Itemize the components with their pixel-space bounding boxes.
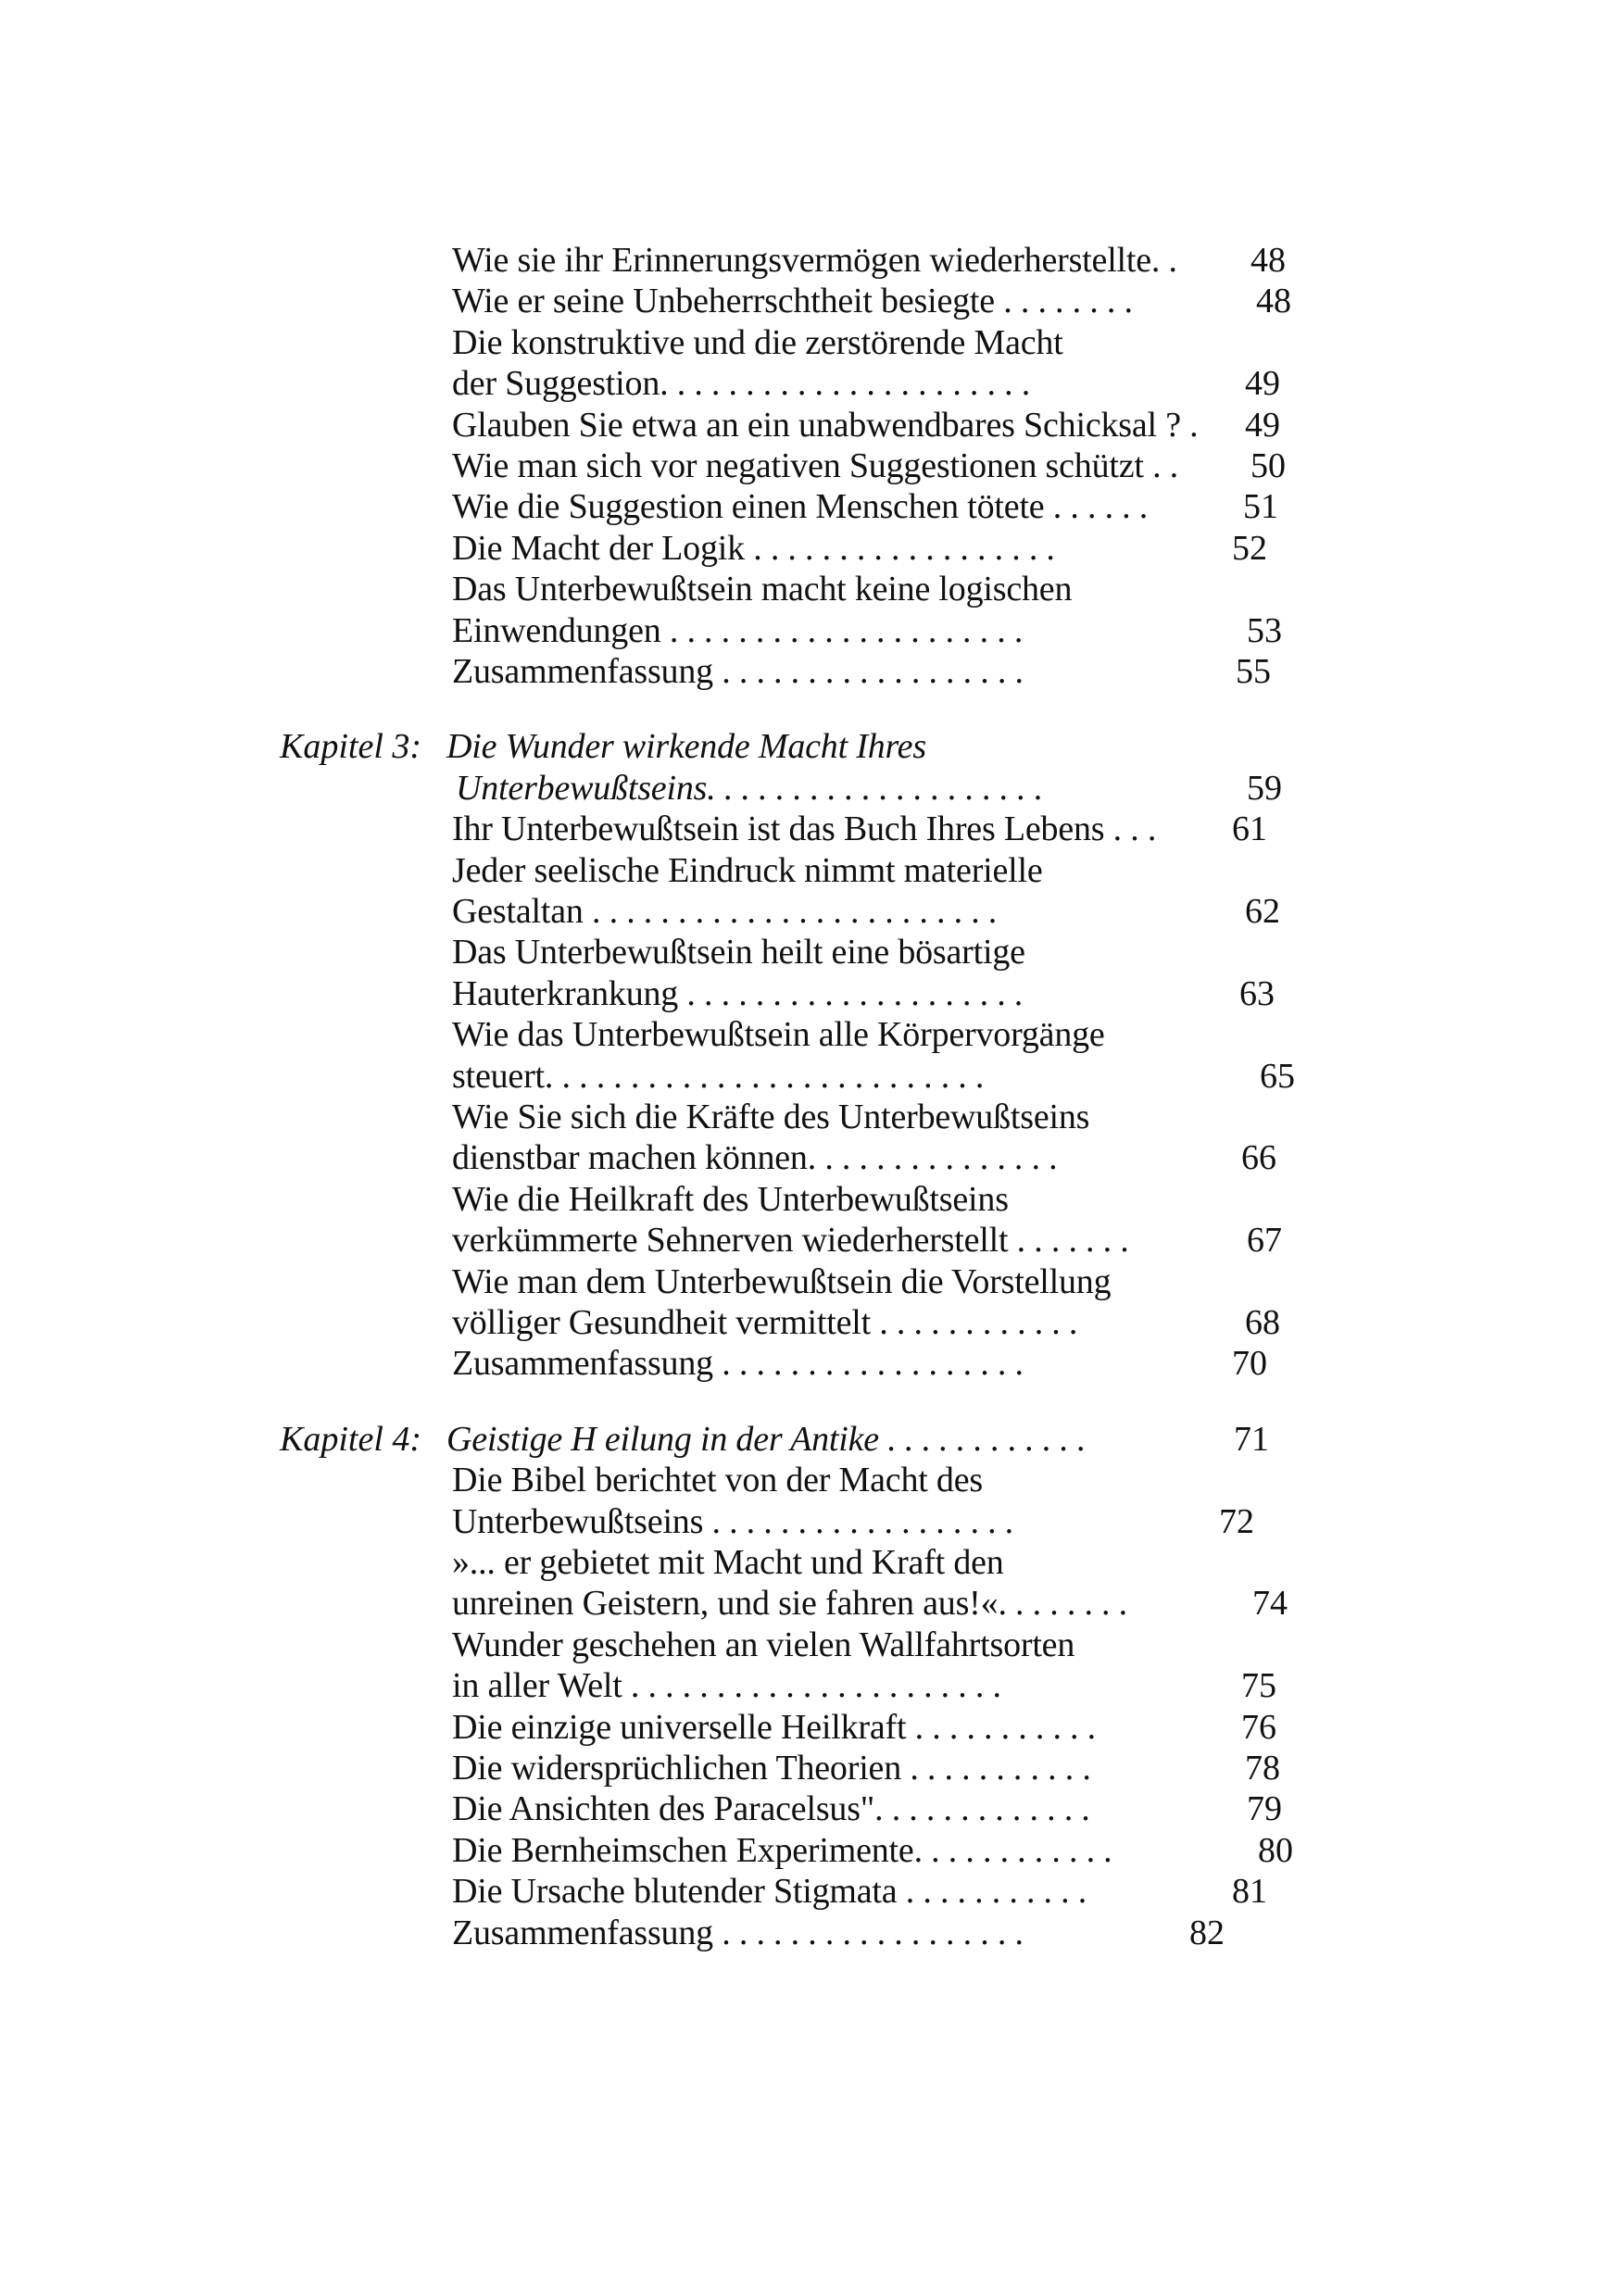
toc-entry-line: Die widersprüchlichen Theorien . . . . . . . . . . . [452, 1749, 1091, 1788]
toc-entry-line: Die Bibel berichtet von der Macht des [452, 1461, 983, 1500]
toc-entry-line: Ihr Unterbewußtsein ist das Buch Ihres Lebens . . . [452, 809, 1157, 849]
toc-entry-line: Zusammenfassung . . . . . . . . . . . . . . . . . . [452, 1913, 1024, 1952]
chapter-title-line: Geistige H eilung in der Antike . . . . . . . . . . . . [446, 1419, 1087, 1459]
toc-entry-page-number: 53 [1247, 610, 1282, 650]
toc-entry-page-number: 66 [1241, 1138, 1276, 1178]
chapter-page-number: 71 [1234, 1419, 1269, 1459]
toc-entry-page-number: 48 [1256, 282, 1291, 321]
toc-entry-page-number: 81 [1232, 1872, 1267, 1912]
toc-entry-line: Die Ansichten des Paracelsus". . . . . . . . . . . . . [452, 1789, 1090, 1829]
toc-entry-line: Unterbewußtseins . . . . . . . . . . . . . . . . . . [452, 1501, 1013, 1541]
toc-entry-page-number: 65 [1260, 1056, 1295, 1096]
toc-entry-line: Wie das Unterbewußtsein alle Körpervorgänge [452, 1015, 1105, 1055]
toc-entry-page-number: 68 [1245, 1303, 1280, 1342]
toc-entry-line: Jeder seelische Eindruck nimmt materielle [452, 850, 1043, 890]
chapter-title-line: Unterbewußtseins. . . . . . . . . . . . . . . . . . . . [456, 768, 1043, 808]
toc-entry-page-number: 51 [1243, 487, 1278, 527]
toc-entry-line: dienstbar machen können. . . . . . . . . . . . . . . [452, 1138, 1058, 1178]
toc-entry-line: »... er gebietet mit Macht und Kraft den [452, 1543, 1004, 1582]
toc-entry-line: Zusammenfassung . . . . . . . . . . . . . . . . . . [452, 1344, 1024, 1384]
toc-entry-page-number: 67 [1247, 1221, 1282, 1261]
toc-entry-page-number: 76 [1241, 1707, 1276, 1747]
toc-entry-page-number: 82 [1189, 1913, 1225, 1952]
toc-entry-line: Glauben Sie etwa an ein unabwendbares Schicksal ? . [452, 405, 1199, 445]
toc-entry-line: völliger Gesundheit vermittelt . . . . . . . . . . . . [452, 1303, 1078, 1342]
toc-entry-line: Zusammenfassung . . . . . . . . . . . . . . . . . . [452, 652, 1024, 691]
toc-entry-page-number: 75 [1241, 1666, 1276, 1706]
toc-entry-page-number: 49 [1245, 364, 1280, 404]
toc-entry-line: Die Bernheimschen Experimente. . . . . . . . . . . . [452, 1830, 1112, 1870]
chapter-label: Kapitel 3: [280, 727, 422, 767]
toc-entry-line: der Suggestion. . . . . . . . . . . . . . . . . . . . . . [452, 364, 1031, 404]
toc-entry-page-number: 52 [1232, 528, 1267, 568]
toc-entry-line: unreinen Geistern, und sie fahren aus!«. . . . . . . . [452, 1584, 1127, 1624]
toc-entry-page-number: 79 [1247, 1789, 1282, 1829]
toc-entry-line: Gestaltan . . . . . . . . . . . . . . . . . . . . . . . . [452, 892, 998, 931]
toc-entry-page-number: 70 [1232, 1344, 1267, 1384]
toc-entry-line: Hauterkrankung . . . . . . . . . . . . . . . . . . . . [452, 973, 1024, 1013]
toc-entry-line: Wunder geschehen an vielen Wallfahrtsorten [452, 1625, 1075, 1664]
toc-entry-page-number: 55 [1236, 652, 1271, 691]
toc-entry-page-number: 78 [1245, 1749, 1280, 1788]
toc-entry-line: Wie die Suggestion einen Menschen tötete . . . . . . [452, 487, 1149, 527]
toc-entry-line: Die einzige universelle Heilkraft . . . . . . . . . . . [452, 1707, 1096, 1747]
toc-entry-page-number: 48 [1250, 241, 1286, 280]
toc-entry-page-number: 63 [1239, 973, 1275, 1013]
toc-entry-line: Einwendungen . . . . . . . . . . . . . . . . . . . . . [452, 610, 1024, 650]
toc-entry-line: Wie er seine Unbeherrschtheit besiegte . . . . . . . . [452, 282, 1133, 321]
toc-entry-line: Wie man sich vor negativen Suggestionen schützt . . [452, 446, 1178, 485]
toc-entry-page-number: 74 [1252, 1584, 1288, 1624]
chapter-title-line: Die Wunder wirkende Macht Ihres [446, 727, 926, 767]
toc-entry-page-number: 61 [1232, 809, 1267, 849]
toc-entry-line: Wie man dem Unterbewußtsein die Vorstellung [452, 1261, 1112, 1301]
chapter-label: Kapitel 4: [280, 1419, 422, 1459]
toc-entry-line: steuert. . . . . . . . . . . . . . . . . . . . . . . . . . [452, 1056, 985, 1096]
toc-entry-line: Das Unterbewußtsein heilt eine bösartige [452, 933, 1025, 972]
toc-entry-page-number: 50 [1250, 446, 1286, 485]
toc-entry-page-number: 62 [1245, 892, 1280, 931]
toc-entry-line: Die Macht der Logik . . . . . . . . . . . . . . . . . . [452, 528, 1055, 568]
toc-entry-line: Die konstruktive und die zerstörende Macht [452, 322, 1063, 362]
chapter-page-number: 59 [1247, 768, 1282, 808]
toc-entry-page-number: 49 [1245, 405, 1280, 445]
toc-entry-line: Wie Sie sich die Kräfte des Unterbewußtseins [452, 1098, 1090, 1136]
toc-entry-line: Wie sie ihr Erinnerungsvermögen wiederherstellte. . [452, 241, 1177, 280]
toc-entry-line: in aller Welt . . . . . . . . . . . . . . . . . . . . . . [452, 1666, 1001, 1706]
toc-entry-page-number: 72 [1219, 1501, 1254, 1541]
toc-entry-page-number: 80 [1258, 1830, 1293, 1870]
toc-entry-line: Die Ursache blutender Stigmata . . . . . . . . . . . [452, 1872, 1087, 1912]
toc-entry-line: verkümmerte Sehnerven wiederherstellt . . . . . . . [452, 1221, 1129, 1261]
toc-entry-line: Das Unterbewußtsein macht keine logischen [452, 570, 1073, 609]
toc-entry-line: Wie die Heilkraft des Unterbewußtseins [452, 1179, 1009, 1219]
